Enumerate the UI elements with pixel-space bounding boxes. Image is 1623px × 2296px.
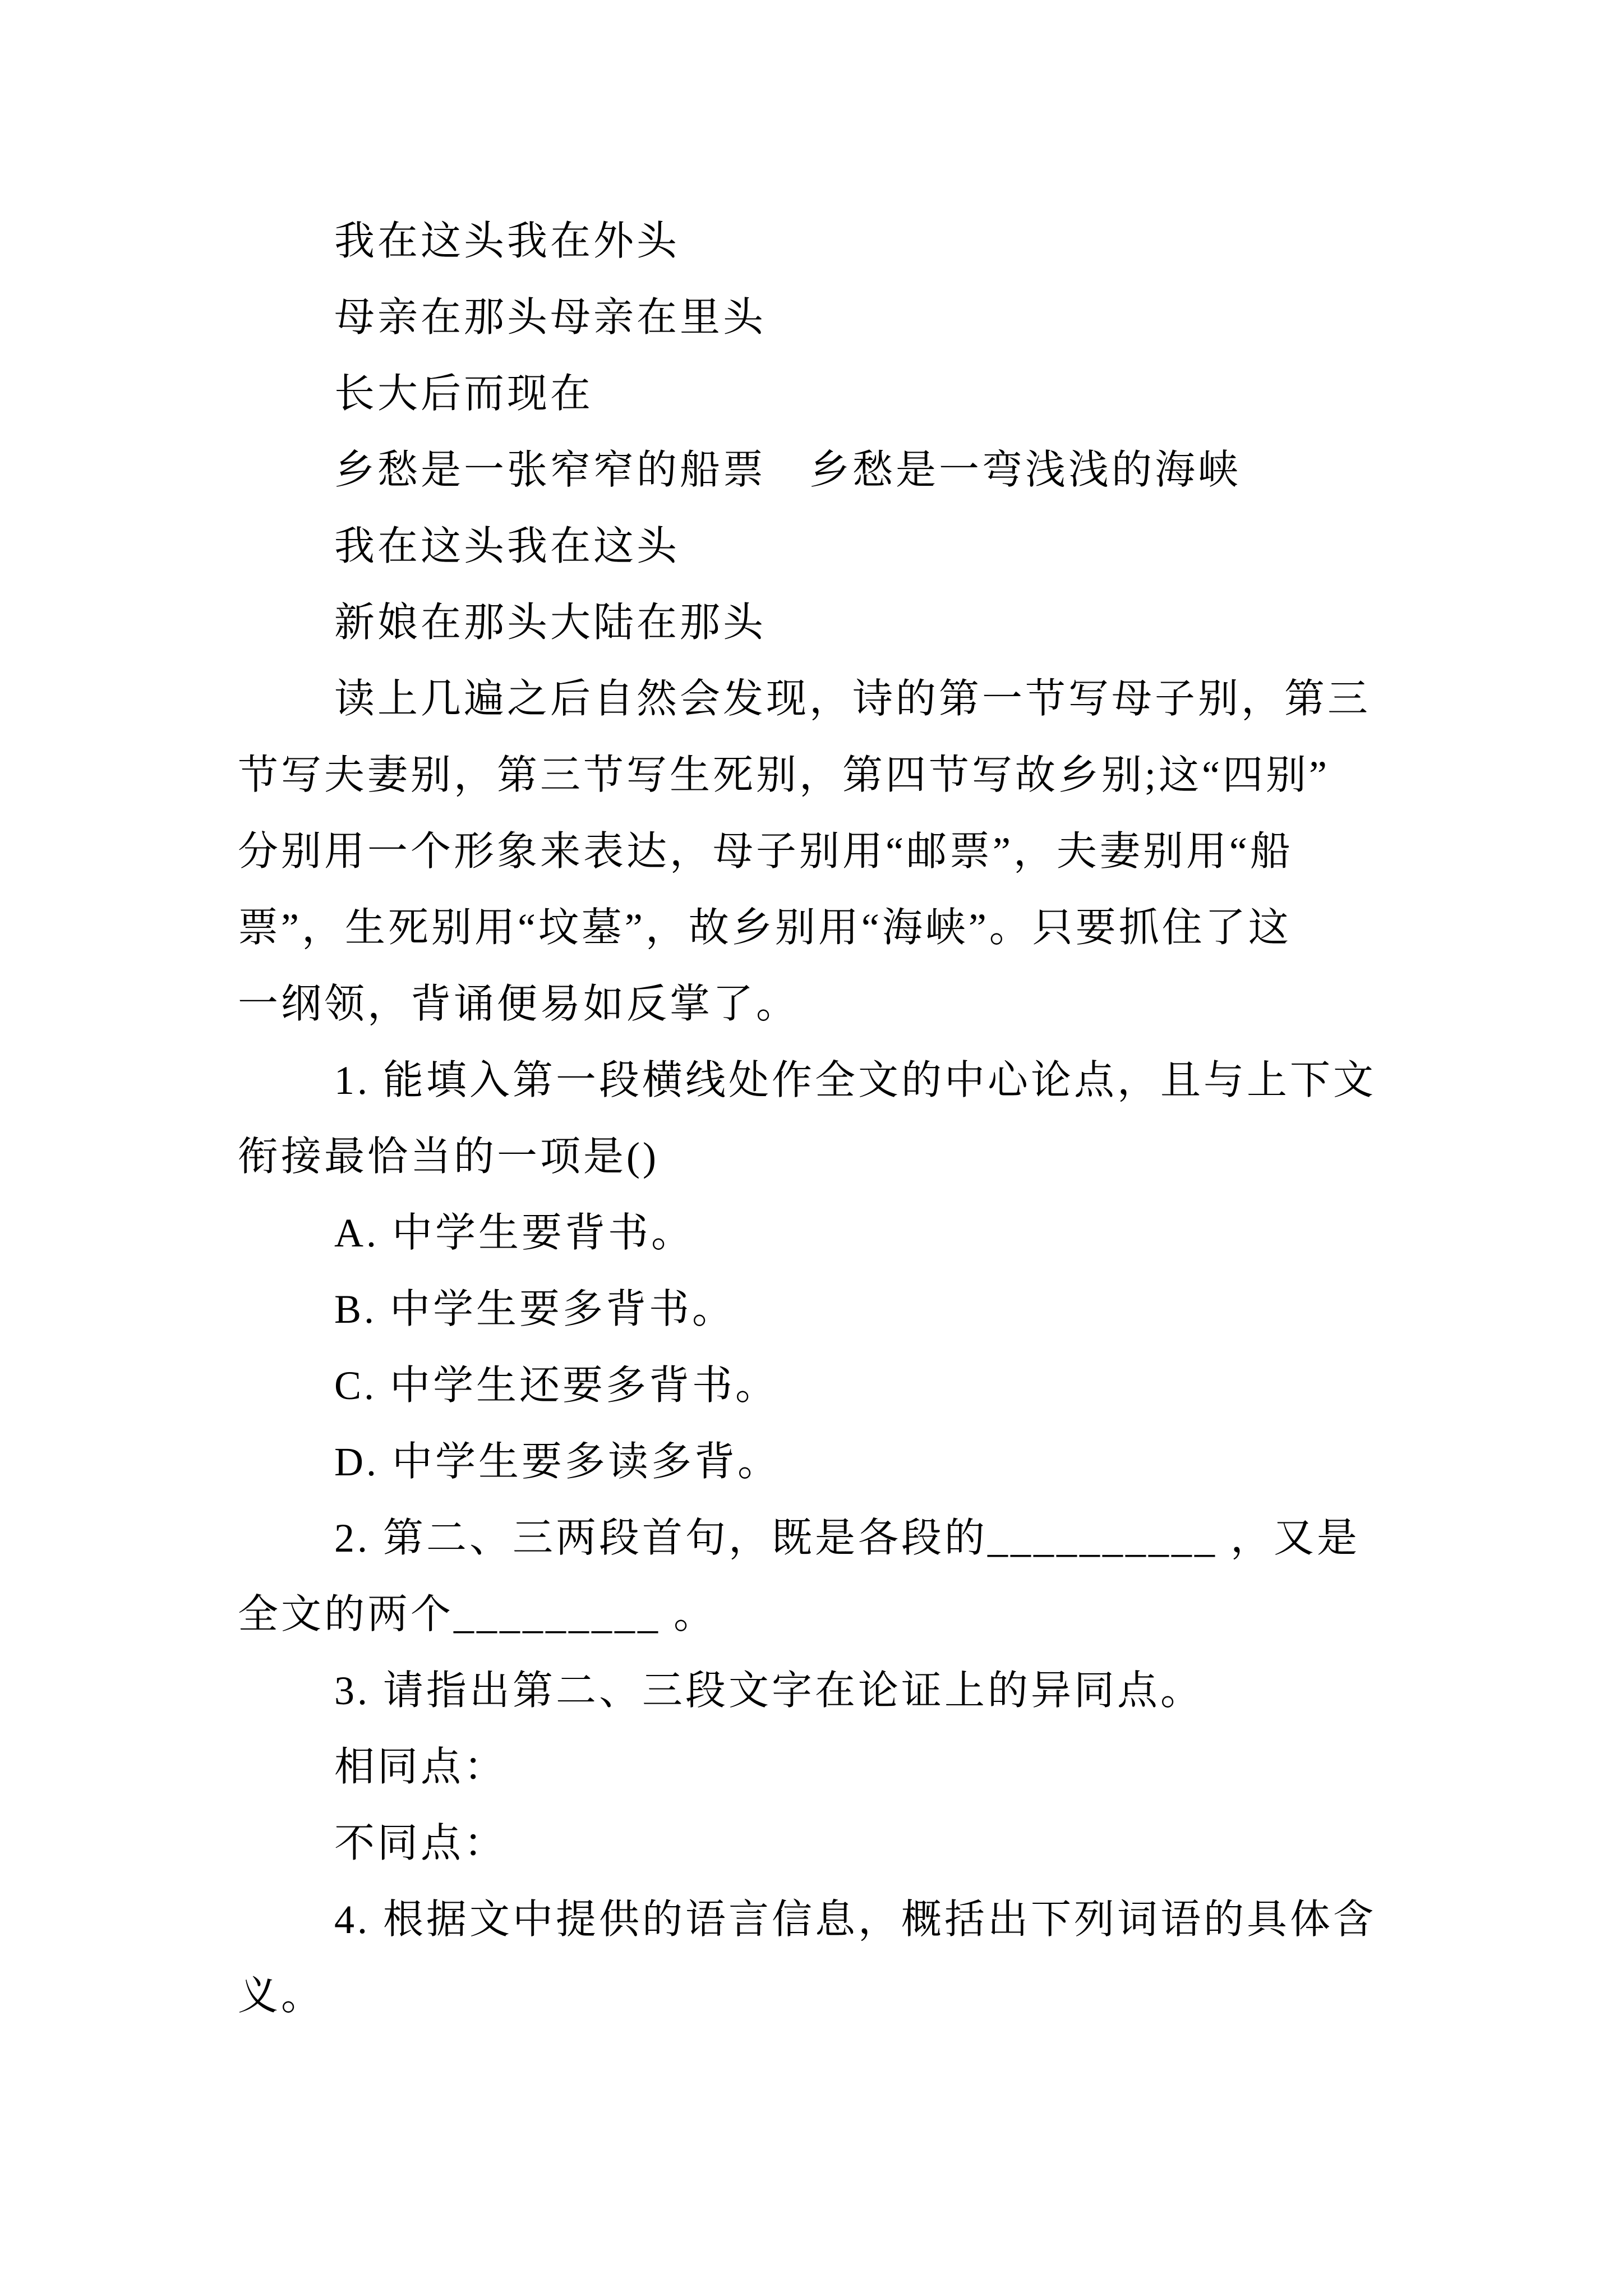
text-line: 母亲在那头母亲在里头 xyxy=(334,295,767,340)
text-line: C. 中学生还要多背书。 xyxy=(334,1363,779,1408)
text-line: 读上几遍之后自然会发现，诗的第一节写母子别，第三 xyxy=(334,677,1371,721)
text-line: 相同点： xyxy=(334,1745,508,1789)
text-line: B. 中学生要多背书。 xyxy=(334,1287,736,1332)
text-line: 一纲领，背诵便易如反掌了。 xyxy=(238,982,800,1027)
text-line: 我在这头我在这头 xyxy=(334,524,680,569)
text-line: D. 中学生要多读多背。 xyxy=(334,1439,781,1484)
text-line: 4. 根据文中提供的语言信息，概括出下列词语的具体含 xyxy=(334,1897,1377,1942)
text-line: 分别用一个形象来表达，母子别用“邮票”，夫妻别用“船 xyxy=(238,829,1293,874)
text-line: 义。 xyxy=(238,1973,325,2018)
text-line: 票”，生死别用“坟墓”，故乡别用“海峡”。只要抓住了这 xyxy=(238,905,1292,950)
text-line: 不同点： xyxy=(334,1821,508,1866)
text-line: A. 中学生要背书。 xyxy=(334,1211,694,1255)
text-line: 衔接最恰当的一项是() xyxy=(238,1134,659,1179)
text-line: 全文的两个_________ 。 xyxy=(238,1592,717,1637)
text-line: 新娘在那头大陆在那头 xyxy=(334,600,767,645)
text-line: 节写夫妻别，第三节写生死别，第四节写故乡别;这“四别” xyxy=(238,753,1330,798)
text-line: 2. 第二、三两段首句，既是各段的__________ ，又是 xyxy=(334,1516,1361,1561)
text-line: 乡愁是一张窄窄的船票 乡愁是一弯浅浅的海峡 xyxy=(334,448,1242,493)
text-line: 长大后而现在 xyxy=(334,371,594,416)
document-text xyxy=(238,203,1385,2034)
text-line: 1. 能填入第一段横线处作全文的中心论点，且与上下文 xyxy=(334,1058,1377,1103)
text-line: 我在这头我在外头 xyxy=(334,219,680,264)
text-line: 3. 请指出第二、三段文字在论证上的异同点。 xyxy=(334,1668,1204,1713)
